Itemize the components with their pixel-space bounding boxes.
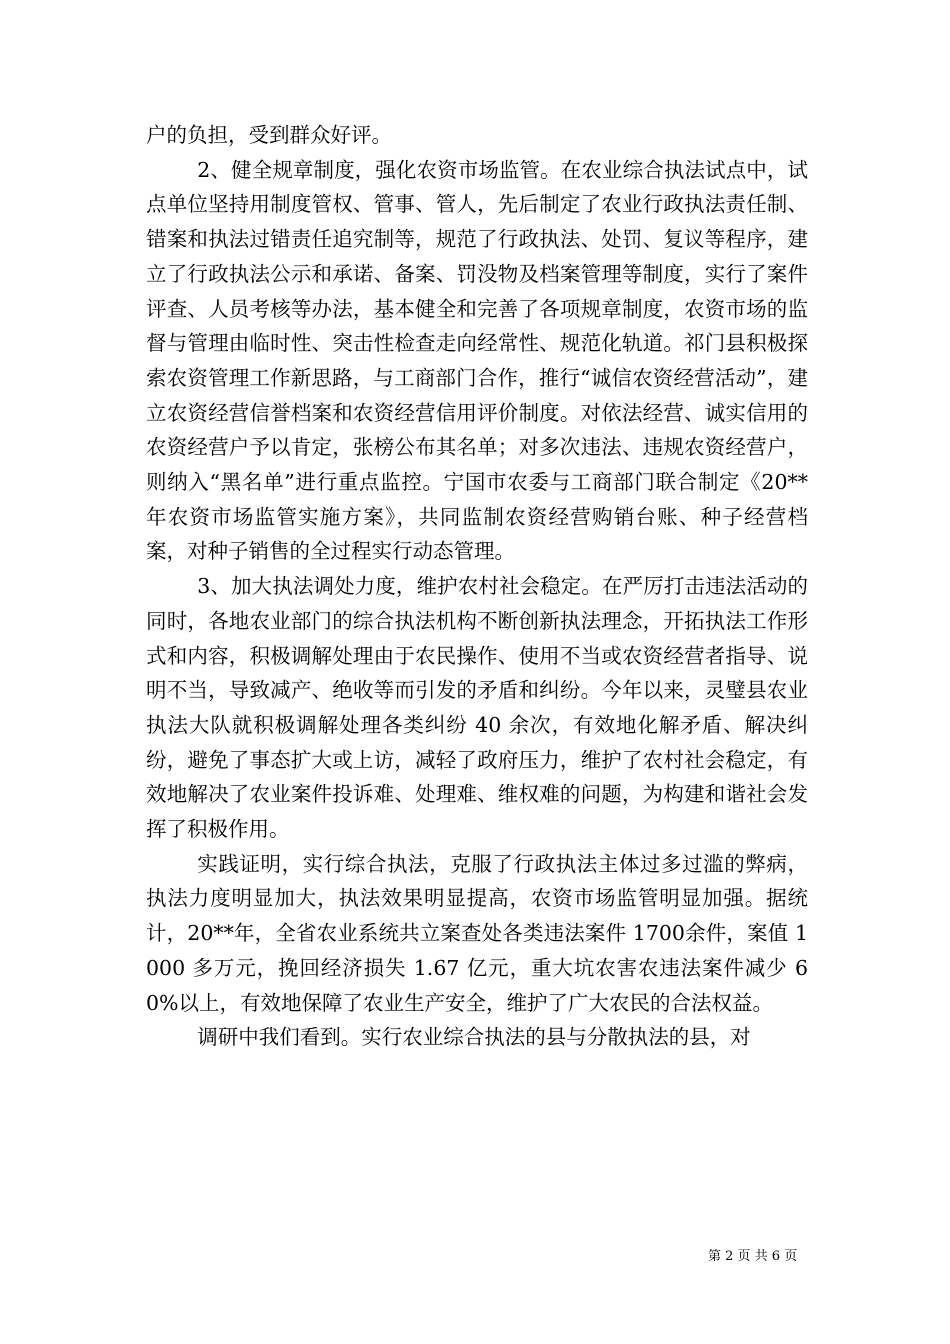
paragraph-continuation: 户的负担，受到群众好评。	[146, 123, 392, 147]
paragraph-research: 调研中我们看到。实行农业综合执法的县与分散执法的县，对	[197, 1025, 751, 1050]
paragraph-practice-proof: 实践证明，实行综合执法，克服了行政执法主体过多过滥的弊病，执法力度明显加大，执法效果明显提高，农资市场监管明显加强。据统计，20**年，全省农业系统共立案查处各类违法案件 1700余件，案值 1000 多万元，挽回经济损失 1.67 亿元，重大坑农害农违法案件减少 60%以上，有效地保障了农业生产安全，维护了广大农民的合法权益。	[146, 851, 808, 1015]
paragraph-mediation: 3、加大执法调处力度，维护农村社会稳定。在严厉打击违法活动的同时，各地农业部门的综合执法机构不断创新执法理念，开拓执法工作形式和内容，积极调解处理由于农民操作、使用不当或农资经营者指导、说明不当，导致减产、绝收等而引发的矛盾和纠纷。今年以来，灵璧县农业执法大队就积极调解处理各类纠纷 40 余次，有效地化解矛盾、解决纠纷，避免了事态扩大或上访，减轻了政府压力，维护了农村社会稳定，有效地解决了农业案件投诉难、处理难、维权难的问题，为构建和谐社会发挥了积极作用。	[146, 574, 808, 842]
paragraph-regulations: 2、健全规章制度，强化农资市场监管。在农业综合执法试点中，试点单位坚持用制度管权、管事、管人，先后制定了农业行政执法责任制、错案和执法过错责任追究制等，规范了行政执法、处罚、复议等程序，建立了行政执法公示和承诺、备案、罚没物及档案管理等制度，实行了案件评查、人员考核等办法，基本健全和完善了各项规章制度，农资市场的监督与管理由临时性、突击性检查走向经常性、规范化轨道。祁门县积极探索农资管理工作新思路，与工商部门合作，推行“诚信农资经营活动”，建立农资经营信誉档案和农资经营信用评价制度。对依法经营、诚实信用的农资经营户予以肯定，张榜公布其名单；对多次违法、违规农资经营户，则纳入“黑名单”进行重点监控。宁国市农委与工商部门联合制定《20**年农资市场监管实施方案》，共同监制农资经营购销台账、种子经营档案，对种子销售的全过程实行动态管理。	[146, 157, 808, 564]
document-page	[146, 118, 808, 1055]
page-number-footer: 第 2 页 共 6 页	[708, 1249, 798, 1264]
